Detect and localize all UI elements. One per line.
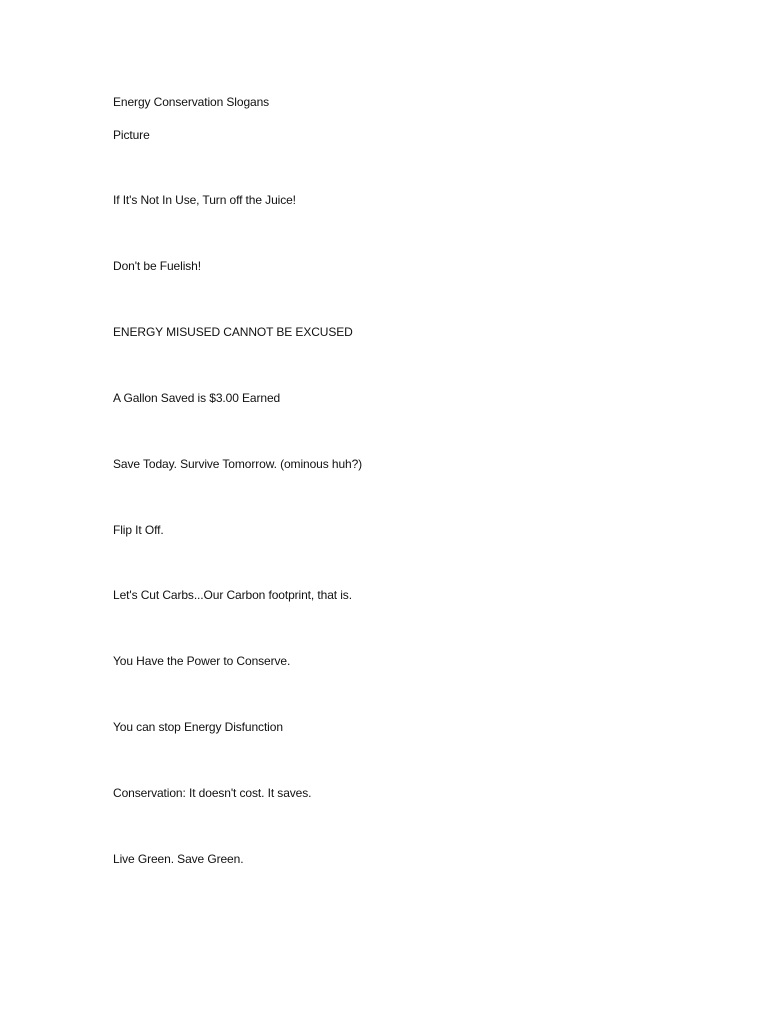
- slogan-line: Live Green. Save Green.: [113, 852, 244, 866]
- slogan-line: A Gallon Saved is $3.00 Earned: [113, 391, 281, 405]
- slogan-line: ENERGY MISUSED CANNOT BE EXCUSED: [113, 325, 353, 339]
- slogan-line: Conservation: It doesn't cost. It saves.: [113, 786, 312, 800]
- slogan-line: You Have the Power to Conserve.: [113, 654, 291, 668]
- slogan-line: Save Today. Survive Tomorrow. (ominous huh?): [113, 457, 363, 471]
- document-subtitle: Picture: [113, 128, 150, 142]
- slogan-line: Don't be Fuelish!: [113, 259, 201, 273]
- slogan-line: If It's Not In Use, Turn off the Juice!: [113, 193, 296, 207]
- slogan-line: Flip It Off.: [113, 523, 164, 537]
- slogan-line: You can stop Energy Disfunction: [113, 720, 283, 734]
- slogan-line: Let's Cut Carbs...Our Carbon footprint, that is.: [113, 588, 352, 602]
- document-title: Energy Conservation Slogans: [113, 95, 270, 109]
